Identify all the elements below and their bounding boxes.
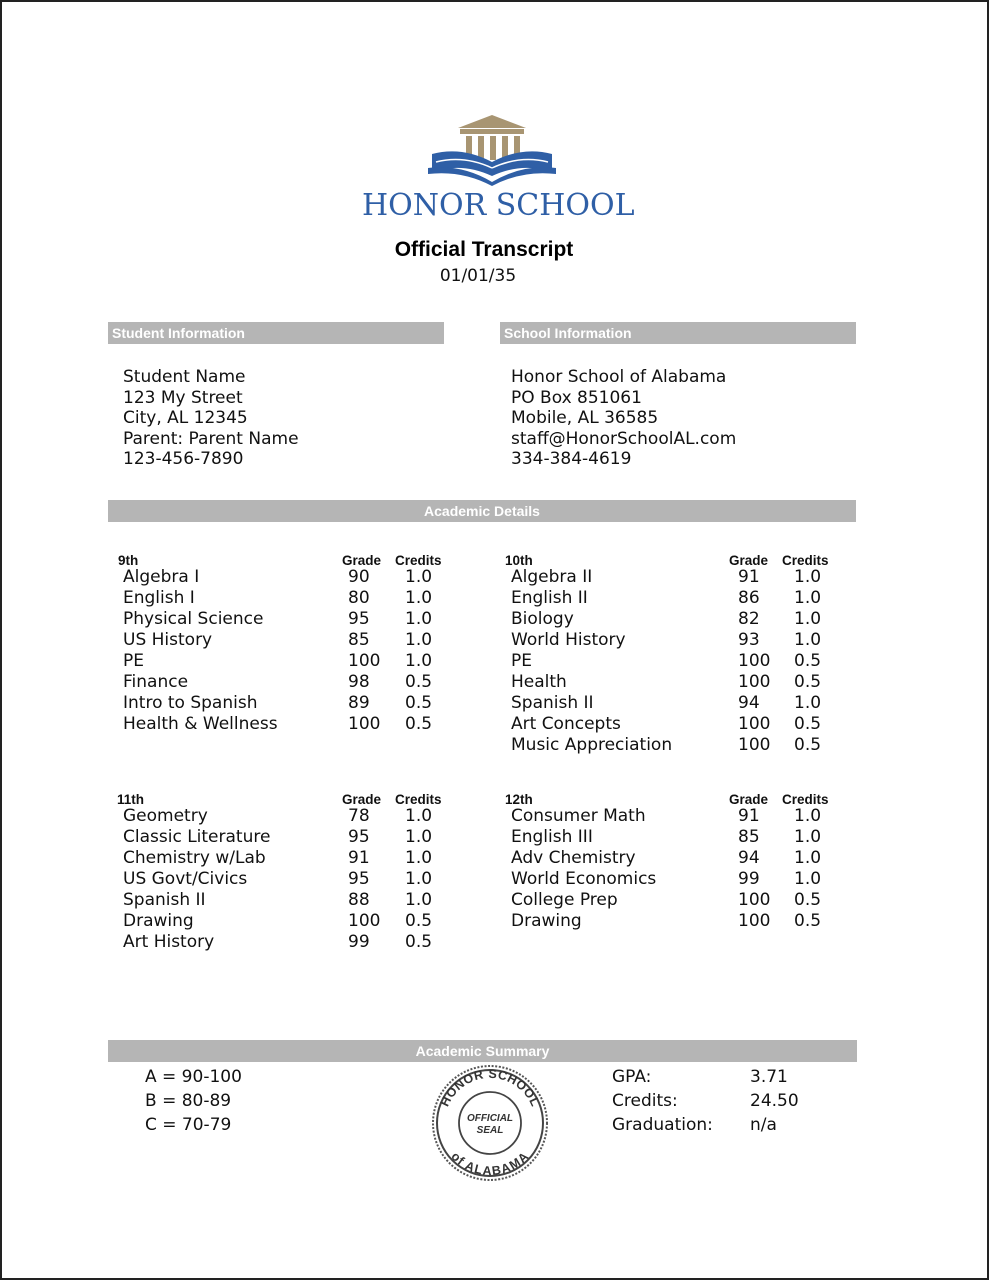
course-name: US Govt/Civics bbox=[123, 869, 248, 889]
grade-scale-b: B = 80-89 bbox=[145, 1091, 232, 1111]
grade-scale bbox=[145, 1065, 242, 1137]
course-name: Health bbox=[511, 672, 567, 692]
summary-labels bbox=[612, 1065, 713, 1137]
course-grade: 80 bbox=[348, 588, 370, 608]
student-street: 123 My Street bbox=[123, 387, 243, 408]
course-name: Geometry bbox=[123, 806, 208, 826]
course-grade: 94 bbox=[738, 848, 760, 868]
course-name: World History bbox=[511, 630, 626, 650]
course-credits: 0.5 bbox=[794, 911, 822, 931]
course-name: Adv Chemistry bbox=[511, 848, 636, 868]
course-grade: 95 bbox=[348, 609, 370, 629]
course-grade: 100 bbox=[738, 651, 771, 671]
course-credits: 1.0 bbox=[794, 869, 822, 889]
school-phone: 334-384-4619 bbox=[511, 449, 632, 470]
school-city: Mobile, AL 36585 bbox=[511, 408, 659, 429]
summary-values bbox=[750, 1065, 799, 1137]
course-credits: 0.5 bbox=[794, 735, 822, 755]
course-grade: 98 bbox=[348, 672, 370, 692]
student-phone: 123-456-7890 bbox=[123, 449, 244, 470]
course-credits: 1.0 bbox=[405, 806, 433, 826]
course-name: Health & Wellness bbox=[123, 714, 278, 734]
course-grade: 93 bbox=[738, 630, 760, 650]
school-name: Honor School of Alabama bbox=[511, 367, 727, 387]
school-email: staff@HonorSchoolAL.com bbox=[511, 428, 737, 449]
course-name: Biology bbox=[511, 609, 574, 629]
year-heading: 9th bbox=[118, 553, 139, 568]
course-grade: 100 bbox=[738, 672, 771, 692]
course-credits: 1.0 bbox=[405, 567, 433, 587]
course-name: World Economics bbox=[511, 869, 657, 889]
credits-value: 24.50 bbox=[750, 1091, 799, 1111]
course-credits: 0.5 bbox=[794, 714, 822, 734]
seal-icon bbox=[428, 1064, 552, 1182]
course-credits: 1.0 bbox=[405, 827, 433, 847]
course-grade: 91 bbox=[348, 848, 370, 868]
course-name: Art Concepts bbox=[511, 714, 621, 734]
course-name: US History bbox=[123, 630, 213, 650]
course-grade: 95 bbox=[348, 869, 370, 889]
course-grade: 100 bbox=[738, 890, 771, 910]
course-grade: 86 bbox=[738, 588, 760, 608]
course-credits: 1.0 bbox=[794, 827, 822, 847]
course-credits: 1.0 bbox=[405, 890, 433, 910]
course-grade: 100 bbox=[738, 735, 771, 755]
student-parent: Parent: Parent Name bbox=[123, 428, 299, 449]
graduation-label: Graduation: bbox=[612, 1115, 713, 1135]
school-info-block bbox=[511, 367, 736, 470]
student-name: Student Name bbox=[123, 367, 246, 387]
seal-center-line2: SEAL bbox=[476, 1125, 504, 1136]
course-credits: 0.5 bbox=[405, 672, 433, 692]
course-name: PE bbox=[511, 651, 532, 671]
grade-scale-c: C = 70-79 bbox=[145, 1115, 232, 1135]
course-name: Music Appreciation bbox=[511, 735, 673, 755]
grade-column-header: Grade bbox=[729, 553, 769, 568]
year-heading: 11th bbox=[117, 792, 145, 807]
course-name: PE bbox=[123, 651, 144, 671]
course-credits: 1.0 bbox=[794, 630, 822, 650]
course-grade: 100 bbox=[738, 911, 771, 931]
course-credits: 0.5 bbox=[794, 672, 822, 692]
course-name: English II bbox=[511, 588, 588, 608]
course-grade: 78 bbox=[348, 806, 370, 826]
course-name: English I bbox=[123, 588, 195, 608]
year-heading: 12th bbox=[505, 792, 533, 807]
course-credits: 1.0 bbox=[794, 609, 822, 629]
course-name: Algebra I bbox=[123, 567, 200, 587]
course-credits: 0.5 bbox=[405, 932, 433, 952]
svg-text:HONOR SCHOOL bbox=[438, 1067, 543, 1109]
course-name: Art History bbox=[123, 932, 215, 952]
course-credits: 0.5 bbox=[794, 651, 822, 671]
grade-column-header: Grade bbox=[342, 553, 382, 568]
course-credits: 0.5 bbox=[405, 911, 433, 931]
course-credits: 1.0 bbox=[405, 630, 433, 650]
course-name: Classic Literature bbox=[123, 827, 271, 847]
year-heading: 10th bbox=[505, 553, 533, 568]
logo-text: HONOR SCHOOL bbox=[362, 188, 635, 223]
course-credits: 0.5 bbox=[794, 890, 822, 910]
course-name: Spanish II bbox=[123, 890, 206, 910]
student-info-block bbox=[123, 367, 299, 470]
course-credits: 1.0 bbox=[405, 609, 433, 629]
course-grade: 91 bbox=[738, 567, 760, 587]
course-grade: 94 bbox=[738, 693, 760, 713]
course-grade: 100 bbox=[348, 651, 381, 671]
school-info-heading: School Information bbox=[500, 322, 856, 344]
student-city: City, AL 12345 bbox=[123, 408, 248, 429]
page-title: Official Transcript bbox=[394, 238, 574, 261]
course-grade: 89 bbox=[348, 693, 370, 713]
course-credits: 1.0 bbox=[405, 588, 433, 608]
course-name: Intro to Spanish bbox=[123, 693, 258, 713]
course-credits: 0.5 bbox=[405, 693, 433, 713]
course-name: Consumer Math bbox=[511, 806, 646, 826]
course-grade: 91 bbox=[738, 806, 760, 826]
course-name: English III bbox=[511, 827, 593, 847]
course-grade: 88 bbox=[348, 890, 370, 910]
course-grade: 99 bbox=[738, 869, 760, 889]
course-name: Chemistry w/Lab bbox=[123, 848, 266, 868]
course-credits: 1.0 bbox=[794, 806, 822, 826]
course-credits: 0.5 bbox=[405, 714, 433, 734]
credits-column-header: Credits bbox=[395, 553, 442, 568]
school-po-box: PO Box 851061 bbox=[511, 387, 642, 408]
course-name: Algebra II bbox=[511, 567, 593, 587]
course-name: Physical Science bbox=[123, 609, 264, 629]
school-logo bbox=[362, 110, 635, 228]
course-credits: 1.0 bbox=[794, 567, 822, 587]
course-grade: 85 bbox=[348, 630, 370, 650]
grade-column-header: Grade bbox=[729, 792, 769, 807]
graduation-value: n/a bbox=[750, 1115, 777, 1135]
course-grade: 82 bbox=[738, 609, 760, 629]
academic-details-heading: Academic Details bbox=[108, 500, 856, 522]
gpa-label: GPA: bbox=[612, 1067, 652, 1087]
course-grade: 90 bbox=[348, 567, 370, 587]
transcript-date: 01/01/35 bbox=[439, 266, 517, 286]
academic-summary-heading: Academic Summary bbox=[108, 1040, 857, 1062]
logo-icon bbox=[362, 110, 622, 190]
seal-center-line1: OFFICIAL bbox=[466, 1113, 514, 1124]
course-grade: 100 bbox=[738, 714, 771, 734]
student-info-heading: Student Information bbox=[108, 322, 444, 344]
credits-label: Credits: bbox=[612, 1091, 678, 1111]
course-credits: 1.0 bbox=[794, 588, 822, 608]
course-name: Drawing bbox=[123, 911, 194, 931]
credits-column-header: Credits bbox=[395, 792, 442, 807]
course-name: Finance bbox=[123, 672, 189, 692]
grade-column-header: Grade bbox=[342, 792, 382, 807]
credits-column-header: Credits bbox=[782, 792, 829, 807]
grade-scale-a: A = 90-100 bbox=[145, 1067, 242, 1087]
course-grade: 95 bbox=[348, 827, 370, 847]
course-credits: 1.0 bbox=[794, 693, 822, 713]
course-name: Drawing bbox=[511, 911, 582, 931]
course-credits: 1.0 bbox=[794, 848, 822, 868]
course-name: Spanish II bbox=[511, 693, 594, 713]
course-credits: 1.0 bbox=[405, 651, 433, 671]
course-grade: 85 bbox=[738, 827, 760, 847]
course-credits: 1.0 bbox=[405, 848, 433, 868]
course-grade: 100 bbox=[348, 911, 381, 931]
course-name: College Prep bbox=[511, 890, 618, 910]
gpa-value: 3.71 bbox=[750, 1067, 788, 1087]
official-seal bbox=[428, 1064, 552, 1182]
course-credits: 1.0 bbox=[405, 869, 433, 889]
seal-top-text: HONOR SCHOOL bbox=[437, 1066, 543, 1109]
credits-column-header: Credits bbox=[782, 553, 829, 568]
course-grade: 100 bbox=[348, 714, 381, 734]
course-grade: 99 bbox=[348, 932, 370, 952]
seal-bottom-text: of ALABAMA bbox=[448, 1149, 532, 1179]
